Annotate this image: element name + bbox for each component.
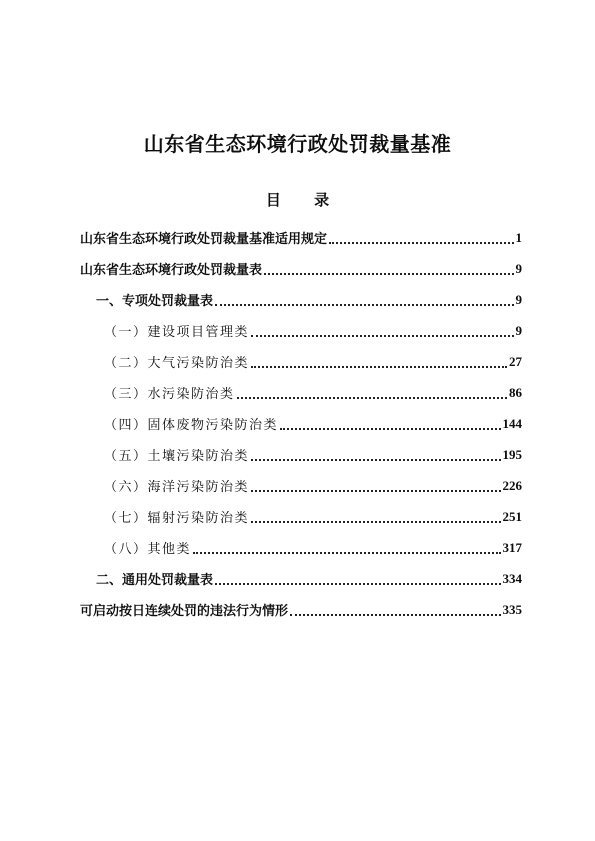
toc-dot-leader (215, 583, 500, 585)
table-of-contents (0, 222, 595, 625)
toc-page-number: 251 (502, 508, 522, 524)
toc-entry[interactable] (0, 563, 595, 594)
toc-entry-label: 山东省生态环境行政处罚裁量表 (80, 263, 263, 278)
toc-entry[interactable] (0, 377, 595, 408)
toc-dot-leader (251, 459, 500, 461)
toc-entry-label: （六）海洋污染防治类 (104, 480, 250, 495)
toc-entry-label: （三）水污染防治类 (104, 387, 235, 402)
toc-heading: 目 录 (265, 191, 344, 209)
toc-dot-leader (251, 521, 500, 523)
toc-entry[interactable] (0, 501, 595, 532)
toc-dot-leader (237, 397, 507, 399)
toc-dot-leader (251, 490, 500, 492)
toc-page-number: 1 (515, 229, 522, 245)
toc-dot-leader (215, 304, 513, 306)
toc-dot-leader (280, 428, 500, 430)
toc-entry[interactable] (0, 284, 595, 315)
toc-entry-label: （一）建设项目管理类 (104, 325, 250, 340)
toc-entry[interactable] (0, 315, 595, 346)
toc-page-number: 9 (515, 260, 522, 276)
toc-entry[interactable] (0, 222, 595, 253)
toc-dot-leader (251, 366, 507, 368)
toc-dot-leader (193, 552, 500, 554)
toc-page-number: 317 (502, 539, 522, 555)
toc-entry-label: （二）大气污染防治类 (104, 356, 250, 371)
toc-entry-label: （八）其他类 (104, 542, 192, 557)
toc-page-number: 335 (502, 601, 522, 617)
toc-entry[interactable] (0, 532, 595, 563)
document-title: 山东省生态环境行政处罚裁量基准 (143, 132, 452, 156)
toc-entry-label: （七）辐射污染防治类 (104, 511, 250, 526)
toc-page-number: 334 (502, 570, 522, 586)
toc-page-number: 86 (509, 384, 522, 400)
toc-page-number: 226 (502, 477, 522, 493)
toc-entry-label: 可启动按日连续处罚的违法行为情形 (80, 604, 289, 619)
toc-entry[interactable] (0, 408, 595, 439)
toc-dot-leader (264, 273, 513, 275)
toc-page-number: 9 (515, 291, 522, 307)
toc-page-number: 27 (509, 353, 522, 369)
toc-dot-leader (251, 335, 513, 337)
toc-entry[interactable] (0, 346, 595, 377)
toc-entry-label: （四）固体废物污染防治类 (104, 418, 279, 433)
toc-dot-leader (329, 242, 513, 244)
toc-entry-label: 一、专项处罚裁量表 (96, 294, 214, 309)
toc-entry-label: 二、通用处罚裁量表 (96, 573, 214, 588)
toc-dot-leader (290, 614, 500, 616)
toc-entry[interactable] (0, 594, 595, 625)
toc-page-number: 9 (515, 322, 522, 338)
toc-page-number: 195 (502, 446, 522, 462)
toc-entry-label: （五）土壤污染防治类 (104, 449, 250, 464)
toc-entry[interactable] (0, 439, 595, 470)
toc-entry[interactable] (0, 253, 595, 284)
toc-entry-label: 山东省生态环境行政处罚裁量基准适用规定 (80, 232, 328, 247)
toc-page-number: 144 (502, 415, 522, 431)
toc-entry[interactable] (0, 470, 595, 501)
